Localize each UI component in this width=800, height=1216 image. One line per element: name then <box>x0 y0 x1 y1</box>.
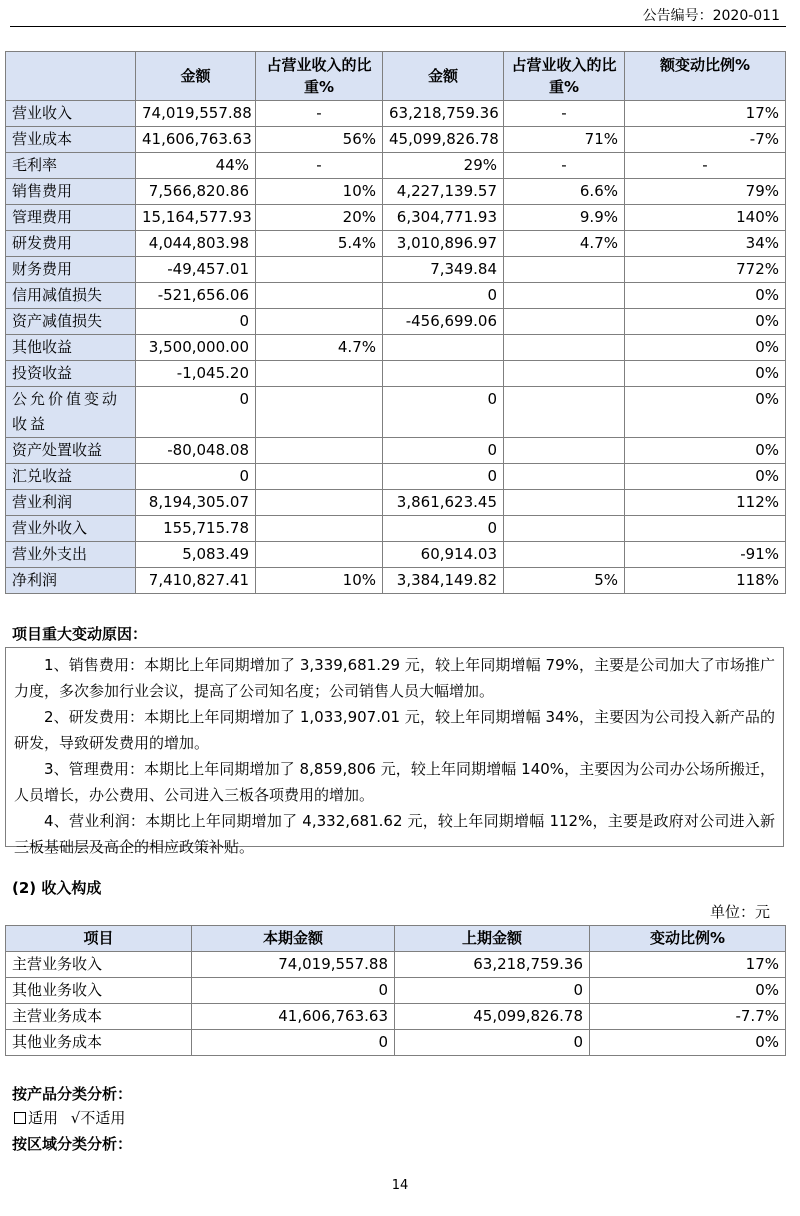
header-cell: 金额 <box>383 52 504 101</box>
table-cell <box>256 257 383 283</box>
row-label: 毛利率 <box>6 153 136 179</box>
table-cell: - <box>504 153 625 179</box>
reasons-title: 项目重大变动原因： <box>12 625 148 643</box>
row-label: 营业外支出 <box>6 542 136 568</box>
table-cell <box>504 335 625 361</box>
table-cell: 45,099,826.78 <box>395 1004 590 1030</box>
table-cell: 155,715.78 <box>136 516 256 542</box>
header-cell <box>6 52 136 101</box>
table-cell: 10% <box>256 568 383 594</box>
table-cell: 63,218,759.36 <box>383 101 504 127</box>
table-row <box>6 205 786 231</box>
row-label: 资产处置收益 <box>6 438 136 464</box>
table-cell <box>256 361 383 387</box>
table-cell: 0% <box>625 361 786 387</box>
applicability-options <box>14 1107 125 1128</box>
table-cell <box>383 335 504 361</box>
table-cell: 17% <box>590 952 786 978</box>
table-row <box>6 361 786 387</box>
table-cell: 7,566,820.86 <box>136 179 256 205</box>
table-cell: -7.7% <box>590 1004 786 1030</box>
table-cell: 56% <box>256 127 383 153</box>
table-cell <box>504 309 625 335</box>
row-label: 营业成本 <box>6 127 136 153</box>
table-row <box>6 127 786 153</box>
table-row <box>6 568 786 594</box>
row-label: 研发费用 <box>6 231 136 257</box>
row-label: 汇兑收益 <box>6 464 136 490</box>
table-cell: 0 <box>383 387 504 438</box>
table-cell <box>256 464 383 490</box>
option-applicable: 适用 <box>28 1109 59 1127</box>
row-label: 公允价值变动收益 <box>6 387 136 438</box>
table-cell: 0 <box>395 1030 590 1056</box>
table-cell: 0% <box>625 387 786 438</box>
checkbox-icon[interactable] <box>14 1112 26 1124</box>
table-cell: 79% <box>625 179 786 205</box>
table-cell: - <box>256 101 383 127</box>
table-cell: 3,500,000.00 <box>136 335 256 361</box>
table-cell: 0 <box>383 438 504 464</box>
row-label: 其他收益 <box>6 335 136 361</box>
table-cell: 9.9% <box>504 205 625 231</box>
table-cell: 3,861,623.45 <box>383 490 504 516</box>
table-cell: 8,194,305.07 <box>136 490 256 516</box>
table-cell: 0% <box>625 464 786 490</box>
row-label: 资产减值损失 <box>6 309 136 335</box>
table-row <box>6 438 786 464</box>
table-cell: -521,656.06 <box>136 283 256 309</box>
table-cell: 0% <box>625 438 786 464</box>
table-cell: 772% <box>625 257 786 283</box>
table-row <box>6 516 786 542</box>
table-cell: -7% <box>625 127 786 153</box>
table-cell: 0 <box>136 464 256 490</box>
row-label: 信用减值损失 <box>6 283 136 309</box>
table-cell <box>256 516 383 542</box>
table-cell: 0 <box>136 309 256 335</box>
table-cell <box>383 361 504 387</box>
table-cell <box>504 438 625 464</box>
row-label: 销售费用 <box>6 179 136 205</box>
table-row <box>6 257 786 283</box>
table-cell <box>504 464 625 490</box>
table-cell: 6,304,771.93 <box>383 205 504 231</box>
page-number: 14 <box>391 1178 409 1193</box>
table-row <box>6 490 786 516</box>
table-cell: 71% <box>504 127 625 153</box>
table-row <box>6 101 786 127</box>
table-row <box>6 1004 786 1030</box>
table-cell <box>504 387 625 438</box>
header-cell: 金额 <box>136 52 256 101</box>
table-cell: 4,044,803.98 <box>136 231 256 257</box>
table-cell: 0% <box>625 335 786 361</box>
table-cell: 0 <box>192 1030 395 1056</box>
table-cell: 74,019,557.88 <box>136 101 256 127</box>
table-cell: 10% <box>256 179 383 205</box>
table-cell <box>256 387 383 438</box>
table-cell: 34% <box>625 231 786 257</box>
table-row <box>6 283 786 309</box>
table-cell <box>504 490 625 516</box>
table-cell: 0 <box>383 283 504 309</box>
table-row <box>6 542 786 568</box>
row-label: 主营业务成本 <box>6 1004 192 1030</box>
header-cell: 本期金额 <box>192 926 395 952</box>
table-cell: 44% <box>136 153 256 179</box>
table-cell: 20% <box>256 205 383 231</box>
financial-table <box>5 51 786 594</box>
table-cell <box>504 361 625 387</box>
row-label: 投资收益 <box>6 361 136 387</box>
table-cell: 0 <box>383 464 504 490</box>
header-cell: 额变动比例% <box>625 52 786 101</box>
reason-item: 4、营业利润：本期比上年同期增加了 4,332,681.62 元，较上年同期增幅 112%，主要是政府对公司进入新三板基础层及高企的相应政策补贴。 <box>14 812 775 856</box>
table-cell: 6.6% <box>504 179 625 205</box>
header-cell: 变动比例% <box>590 926 786 952</box>
table-cell: 15,164,577.93 <box>136 205 256 231</box>
table-cell: 3,010,896.97 <box>383 231 504 257</box>
income-section-title: (2) 收入构成 <box>12 879 102 897</box>
table-cell: 4,227,139.57 <box>383 179 504 205</box>
table-cell <box>504 257 625 283</box>
option-not-applicable: √不适用 <box>70 1109 126 1127</box>
table-cell: 4.7% <box>256 335 383 361</box>
table-cell: 7,349.84 <box>383 257 504 283</box>
row-label: 其他业务收入 <box>6 978 192 1004</box>
table-cell: -1,045.20 <box>136 361 256 387</box>
table-cell: 0% <box>590 1030 786 1056</box>
table-cell: 140% <box>625 205 786 231</box>
table-row <box>6 179 786 205</box>
table-cell: 3,384,149.82 <box>383 568 504 594</box>
table-cell: 112% <box>625 490 786 516</box>
table-cell <box>256 309 383 335</box>
table-cell: 29% <box>383 153 504 179</box>
document-number: 公告编号：2020-011 <box>642 8 780 24</box>
table-row <box>6 464 786 490</box>
reasons-box <box>5 647 784 856</box>
table-cell: 0% <box>590 978 786 1004</box>
row-label: 营业收入 <box>6 101 136 127</box>
table-cell: 5% <box>504 568 625 594</box>
reason-item: 2、研发费用：本期比上年同期增加了 1,033,907.01 元，较上年同期增幅 34%，主要因为公司投入新产品的研发，导致研发费用的增加。 <box>14 708 775 752</box>
table-cell: 0 <box>192 978 395 1004</box>
table-cell <box>256 283 383 309</box>
table-row <box>6 1030 786 1056</box>
table-cell: 0% <box>625 309 786 335</box>
table-cell: - <box>625 153 786 179</box>
table-cell <box>625 516 786 542</box>
table-cell: 17% <box>625 101 786 127</box>
table-cell <box>256 438 383 464</box>
table-cell: 4.7% <box>504 231 625 257</box>
table-cell: 118% <box>625 568 786 594</box>
table-cell <box>256 542 383 568</box>
reason-item: 1、销售费用：本期比上年同期增加了 3,339,681.29 元，较上年同期增幅 79%，主要是公司加大了市场推广力度，多次参加行业会议，提高了公司知名度；公司销售人员大幅增加。 <box>14 656 775 700</box>
table-cell: 0 <box>136 387 256 438</box>
table-cell: 41,606,763.63 <box>192 1004 395 1030</box>
table-cell <box>504 516 625 542</box>
row-label: 其他业务成本 <box>6 1030 192 1056</box>
row-label: 主营业务收入 <box>6 952 192 978</box>
table-cell: 7,410,827.41 <box>136 568 256 594</box>
header-cell: 占营业收入的比重% <box>504 52 625 101</box>
table-row <box>6 387 786 438</box>
table-row <box>6 978 786 1004</box>
table-row <box>6 335 786 361</box>
table-row <box>6 231 786 257</box>
table-cell: -80,048.08 <box>136 438 256 464</box>
unit-label: 单位：元 <box>709 903 770 921</box>
table-cell <box>256 490 383 516</box>
table-row <box>6 309 786 335</box>
table-cell: 0 <box>383 516 504 542</box>
header-cell: 上期金额 <box>395 926 590 952</box>
row-label: 管理费用 <box>6 205 136 231</box>
table-cell: -456,699.06 <box>383 309 504 335</box>
table-cell: - <box>504 101 625 127</box>
header-cell: 项目 <box>6 926 192 952</box>
table-row <box>6 952 786 978</box>
table-cell <box>504 542 625 568</box>
row-label: 营业利润 <box>6 490 136 516</box>
header-rule <box>10 26 786 27</box>
table-cell: 0 <box>395 978 590 1004</box>
table-cell: -91% <box>625 542 786 568</box>
table-cell: - <box>256 153 383 179</box>
table-cell <box>504 283 625 309</box>
region-analysis-title: 按区域分类分析： <box>12 1135 133 1153</box>
table-cell: -49,457.01 <box>136 257 256 283</box>
table-header-row <box>6 52 786 101</box>
table-cell: 5,083.49 <box>136 542 256 568</box>
row-label: 净利润 <box>6 568 136 594</box>
table-cell: 60,914.03 <box>383 542 504 568</box>
table-cell: 5.4% <box>256 231 383 257</box>
income-table <box>5 925 786 1056</box>
reason-item: 3、管理费用：本期比上年同期增加了 8,859,806 元，较上年同期增幅 140%，主要因为公司办公场所搬迁，人员增长，办公费用、公司进入三板各项费用的增加。 <box>14 760 775 804</box>
table-header-row <box>6 926 786 952</box>
table-cell: 0% <box>625 283 786 309</box>
product-analysis-title: 按产品分类分析： <box>12 1085 133 1103</box>
table-row <box>6 153 786 179</box>
header-cell: 占营业收入的比重% <box>256 52 383 101</box>
row-label: 营业外收入 <box>6 516 136 542</box>
table-cell: 74,019,557.88 <box>192 952 395 978</box>
row-label: 财务费用 <box>6 257 136 283</box>
table-cell: 45,099,826.78 <box>383 127 504 153</box>
table-cell: 41,606,763.63 <box>136 127 256 153</box>
table-cell: 63,218,759.36 <box>395 952 590 978</box>
